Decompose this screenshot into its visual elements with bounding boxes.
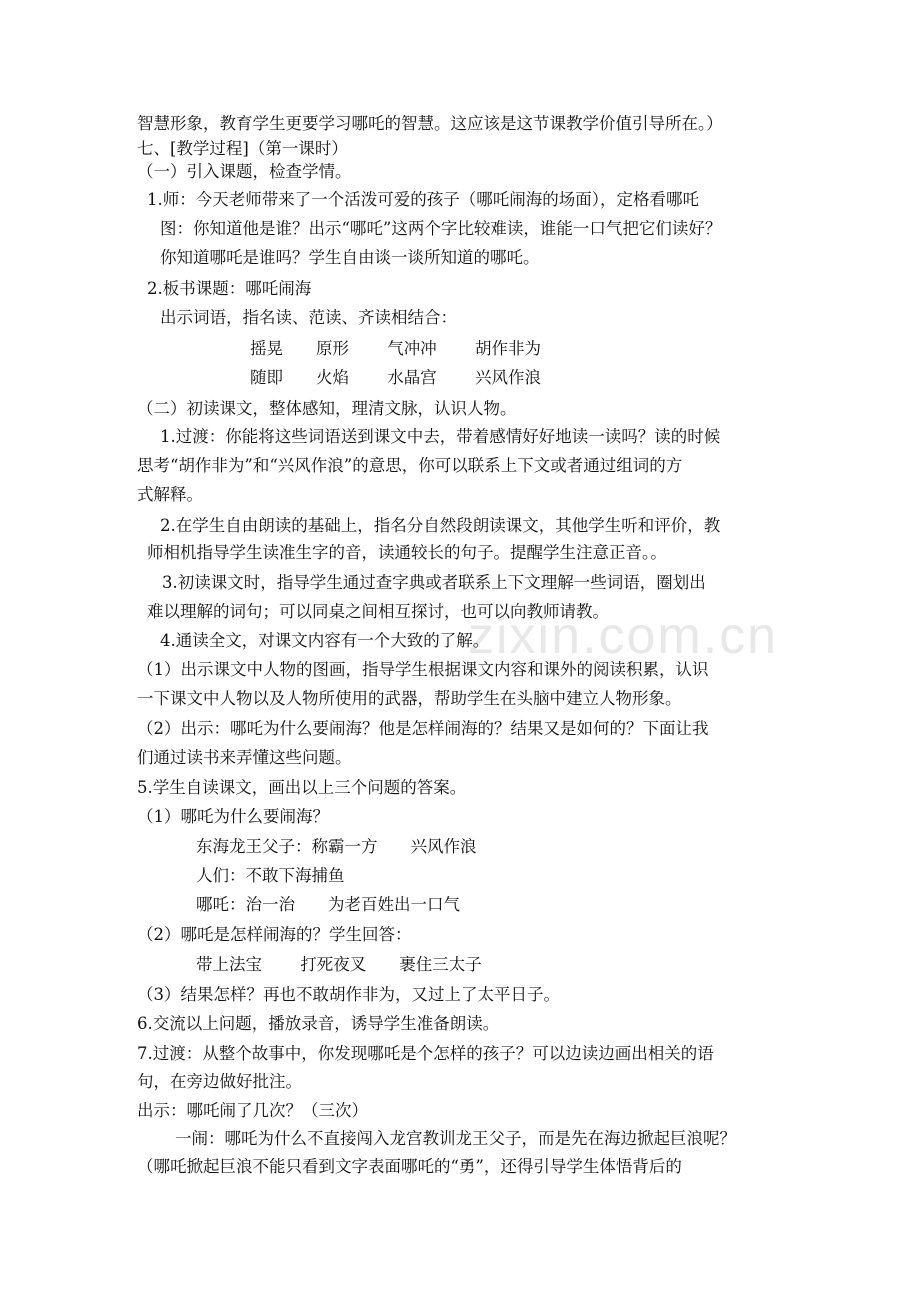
text-line: 思考“胡作非为”和“兴风作浪”的意思，你可以联系上下文或者通过组词的方 bbox=[137, 456, 683, 475]
text-line: 一下课文中人物以及人物所使用的武器，帮助学生在头脑中建立人物形象。 bbox=[137, 689, 682, 708]
text-line: 随即 火焰 水晶宫 兴风作浪 bbox=[250, 368, 541, 387]
text-line: （哪吒掀起巨浪不能只看到文字表面哪吒的“勇”，还得引导学生体悟背后的 bbox=[137, 1157, 682, 1176]
watermark: zixin.com.cn bbox=[468, 607, 779, 665]
text-line: 摇晃 原形 气冲冲 胡作非为 bbox=[250, 339, 541, 358]
text-line: 东海龙王父子：称霸一方 兴风作浪 bbox=[196, 837, 477, 856]
text-line: 2.在学生自由朗读的基础上，指名分自然段朗读课文，其他学生听和评价，教 bbox=[160, 516, 721, 535]
text-line: （1）出示课文中人物的图画，指导学生根据课文内容和课外的阅读积累，认识 bbox=[137, 660, 709, 679]
text-line: 你知道哪吒是谁吗？学生自由谈一谈所知道的哪吒。 bbox=[160, 248, 540, 267]
text-line: 1.师：今天老师带来了一个活泼可爱的孩子（哪吒闹海的场面），定格看哪吒 bbox=[147, 190, 699, 209]
text-line: 3.初读课文时，指导学生通过查字典或者联系上下文理解一些词语，圈划出 bbox=[162, 573, 706, 592]
text-line: （2）出示：哪吒为什么要闹海？他是怎样闹海的？结果又是如何的？下面让我 bbox=[137, 719, 709, 738]
text-line: （一）引入课题，检查学情。 bbox=[137, 162, 352, 181]
text-line: 式解释。 bbox=[137, 485, 203, 504]
text-line: 一闹：哪吒为什么不直接闯入龙宫教训龙王父子，而是先在海边掀起巨浪呢？ bbox=[175, 1129, 736, 1148]
text-line: 出示词语，指名读、范读、齐读相结合： bbox=[160, 308, 457, 327]
text-line: 师相机指导学生读准生字的音，读通较长的句子。提醒学生注意正音。。 bbox=[147, 543, 667, 562]
text-line: （3）结果怎样？再也不敢胡作非为，又过上了太平日子。 bbox=[137, 985, 560, 1004]
text-line: 7.过渡：从整个故事中，你发现哪吒是个怎样的孩子？可以边读边画出相关的语 bbox=[137, 1044, 714, 1063]
text-line: 图：你知道他是谁？出示“哪吒”这两个字比较难读，谁能一口气把它们读好？ bbox=[160, 219, 722, 238]
text-line: 5.学生自读课文，画出以上三个问题的答案。 bbox=[137, 778, 467, 797]
text-line: 4.通读全文，对课文内容有一个大致的了解。 bbox=[160, 631, 490, 650]
text-line: 1.过渡：你能将这些词语送到课文中去，带着感情好好地读一读吗？读的时候 bbox=[160, 427, 721, 446]
text-line: 难以理解的词句；可以同桌之间相互探讨，也可以向教师请教。 bbox=[147, 602, 609, 621]
text-line: 七、[教学过程]（第一课时） bbox=[137, 139, 348, 158]
text-line: 6.交流以上问题，播放录音，诱导学生准备朗读。 bbox=[137, 1014, 500, 1033]
text-line: （1）哪吒为什么要闹海？ bbox=[137, 807, 329, 826]
text-line: （二）初读课文，整体感知，理清文脉，认识人物。 bbox=[137, 399, 517, 418]
text-line: （2）哪吒是怎样闹海的？学生回答： bbox=[137, 925, 412, 944]
text-line: 智慧形象，教育学生更要学习哪吒的智慧。这应该是这节课教学价值引导所在。） bbox=[137, 114, 723, 133]
text-line: 出示：哪吒闹了几次？（三次） bbox=[137, 1101, 368, 1120]
text-line: 带上法宝 打死夜叉 裹住三太子 bbox=[196, 955, 482, 974]
text-line: 人们：不敢下海捕鱼 bbox=[196, 866, 345, 885]
text-line: 哪吒：治一治 为老百姓出一口气 bbox=[196, 895, 460, 914]
text-line: 们通过读书来弄懂这些问题。 bbox=[137, 748, 352, 767]
text-line: 2.板书课题：哪吒闹海 bbox=[147, 279, 312, 298]
text-line: 句，在旁边做好批注。 bbox=[137, 1072, 302, 1091]
